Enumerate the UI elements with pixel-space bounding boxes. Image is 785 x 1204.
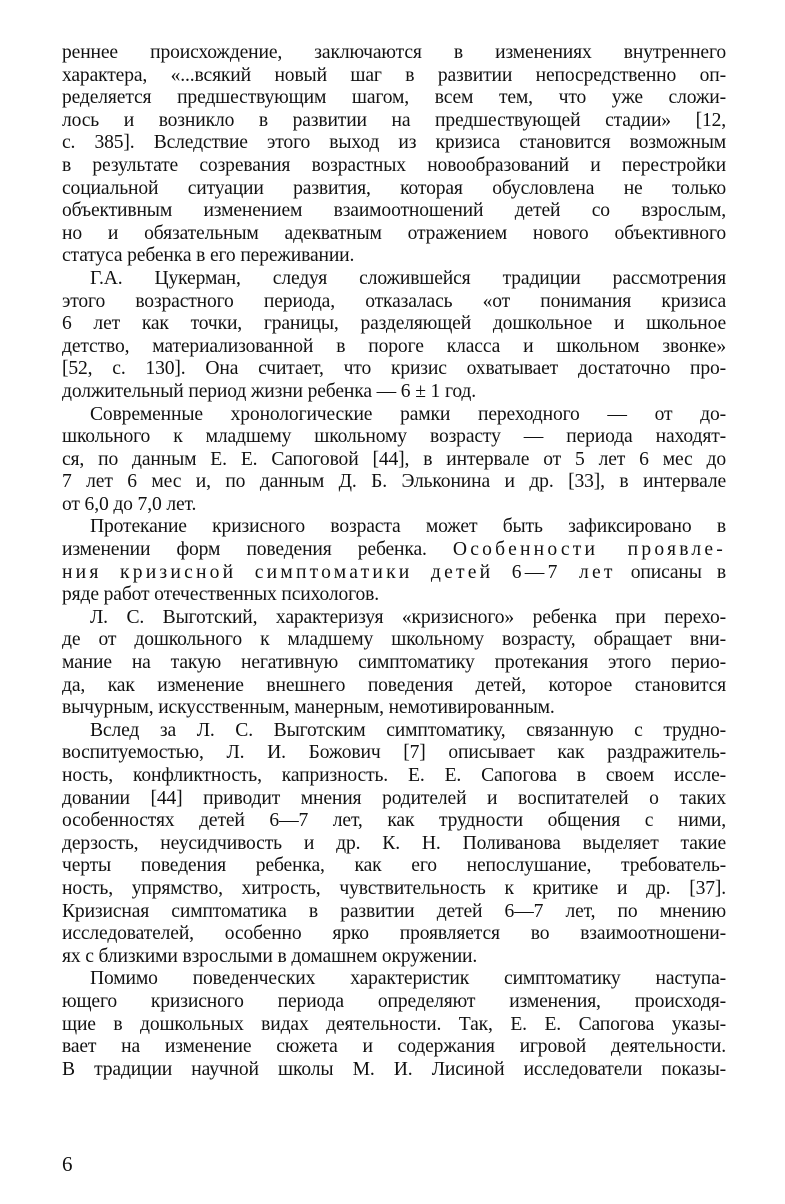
text-line: воспитуемостью, Л. И. Божович [7] описывает как раздражитель- bbox=[62, 742, 726, 764]
text-line: детство, материализованной в пороге класса и школьном звонке» bbox=[62, 335, 726, 357]
text-line: объективным изменением взаимоотношений детей со взрослым, bbox=[62, 200, 726, 222]
text-line: должительный период жизни ребенка — 6 ± 1 год. bbox=[62, 380, 477, 402]
paragraph-5 bbox=[62, 607, 726, 720]
text-line: социальной ситуации развития, которая обусловлена не только bbox=[62, 177, 726, 199]
text-line: 6 лет как точки, границы, разделяющей дошкольное и школьное bbox=[62, 313, 726, 335]
page-number: 6 bbox=[62, 1152, 73, 1176]
text-line: ющего кризисного периода определяют изменения, происходя- bbox=[62, 990, 726, 1012]
text-line: дерзость, неусидчивость и др. К. Н. Поливанова выделяет такие bbox=[62, 832, 726, 854]
paragraph-1 bbox=[62, 42, 726, 268]
emphasized-text: ния кризисной симптоматики детей 6—7 лет bbox=[62, 561, 616, 583]
text-line: характера, «...всякий новый шаг в развитии непосредственно оп- bbox=[62, 64, 726, 86]
paragraph-3 bbox=[62, 404, 726, 517]
text-run: описаны в bbox=[615, 561, 726, 583]
text-line: исследователей, особенно ярко проявляется во взаимоотношени- bbox=[62, 923, 726, 945]
text-line: Помимо поведенческих характеристик симптоматику наступа- bbox=[90, 968, 726, 990]
text-line bbox=[62, 539, 726, 562]
text-line: де от дошкольного к младшему школьному возрасту, обращает вни- bbox=[62, 629, 726, 651]
text-line: ся, по данным Е. Е. Сапоговой [44], в интервале от 5 лет 6 мес до bbox=[62, 448, 726, 470]
text-line: да, как изменение внешнего поведения детей, которое становится bbox=[62, 674, 726, 696]
text-line: ность, конфликтность, капризность. Е. Е. Сапогова в своем иссле- bbox=[62, 765, 726, 786]
text-line: реннее происхождение, заключаются в изменениях внутреннего bbox=[62, 42, 726, 63]
text-line: ях с близкими взрослыми в домашнем окружении. bbox=[62, 945, 478, 967]
text-line: этого возрастного периода, отказалась «от понимания кризиса bbox=[62, 290, 726, 312]
text-line: Л. С. Выготский, характеризуя «кризисного» ребенка при перехо- bbox=[90, 606, 726, 628]
paragraph-4 bbox=[62, 516, 726, 606]
text-line: черты поведения ребенка, как его непослушание, требователь- bbox=[62, 855, 726, 877]
text-line: Вслед за Л. С. Выготским симптоматику, связанную с трудно- bbox=[90, 719, 726, 741]
text-line: в результате созревания возрастных новообразований и перестройки bbox=[62, 154, 726, 176]
paragraph-2 bbox=[62, 268, 726, 404]
text-line: ность, упрямство, хитрость, чувствительность к критике и др. [37]. bbox=[62, 877, 726, 899]
text-line: но и обязательным адекватным отражением нового объективного bbox=[62, 222, 726, 244]
text-line: довании [44] приводит мнения родителей и воспитателей о таких bbox=[62, 787, 726, 809]
book-page-text bbox=[62, 42, 726, 1081]
text-run: ряде работ отечественных психологов. bbox=[62, 584, 380, 606]
text-line: ределяется предшествующим шагом, всем тем, что уже сложи- bbox=[62, 87, 726, 109]
text-line: лось и возникло в развитии на предшествующей стадии» [12, bbox=[62, 109, 726, 131]
paragraph-7 bbox=[62, 968, 726, 1081]
text-line bbox=[62, 562, 726, 585]
text-line: вычурным, искусственным, манерным, немотивированным. bbox=[62, 697, 555, 719]
text-line: с. 385]. Вследствие этого выход из кризиса становится возможным bbox=[62, 132, 726, 154]
text-line: [52, с. 130]. Она считает, что кризис охватывает достаточно про- bbox=[62, 358, 726, 380]
emphasized-text: Особенности проявле- bbox=[452, 539, 726, 561]
text-line: особенностях детей 6—7 лет, как трудности общения с ними, bbox=[62, 810, 726, 832]
text-run: Протекание кризисного возраста может быть зафиксировано в bbox=[90, 516, 726, 538]
text-line: Современные хронологические рамки переходного — от до- bbox=[90, 403, 726, 425]
text-line: В традиции научной школы М. И. Лисиной исследователи показы- bbox=[62, 1058, 726, 1080]
text-line: Кризисная симптоматика в развитии детей 6—7 лет, по мнению bbox=[62, 900, 726, 922]
text-line: щие в дошкольных видах деятельности. Так, Е. Е. Сапогова указы- bbox=[62, 1013, 726, 1035]
text-line: от 6,0 до 7,0 лет. bbox=[62, 493, 197, 515]
text-line: статуса ребенка в его переживании. bbox=[62, 245, 355, 267]
text-line: вает на изменение сюжета и содержания игровой деятельности. bbox=[62, 1036, 726, 1058]
text-line: школьного к младшему школьному возрасту — периода находят- bbox=[62, 426, 726, 448]
text-line: 7 лет 6 мес и, по данным Д. Б. Эльконина и др. [33], в интервале bbox=[62, 471, 726, 493]
text-line bbox=[62, 516, 726, 539]
paragraph-6 bbox=[62, 720, 726, 969]
text-run: изменении форм поведения ребенка. bbox=[62, 539, 453, 561]
text-line bbox=[62, 584, 726, 607]
text-line: мание на такую негативную симптоматику протекания этого перио- bbox=[62, 652, 726, 674]
text-line: Г.А. Цукерман, следуя сложившейся традиции рассмотрения bbox=[90, 267, 726, 289]
